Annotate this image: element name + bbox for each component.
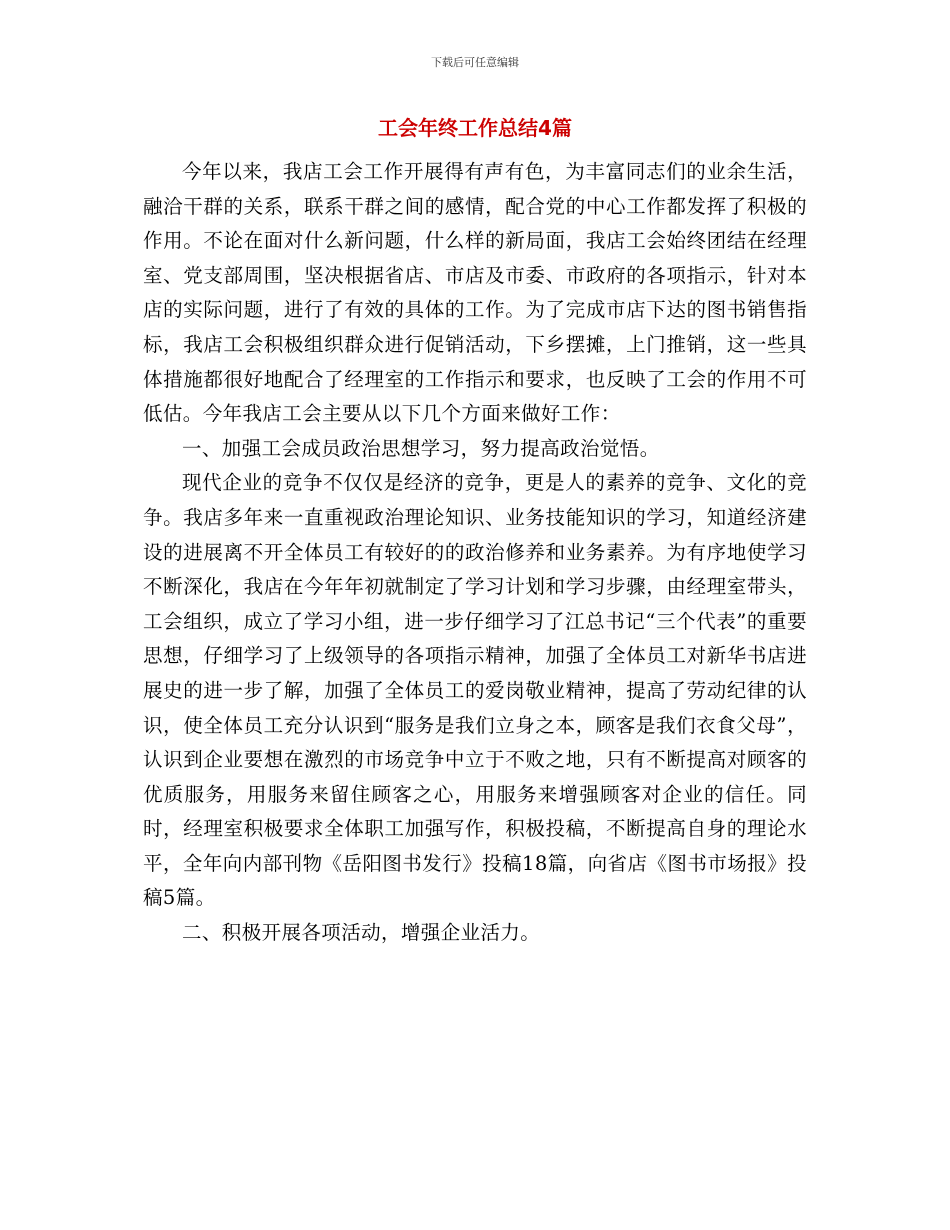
document-title: 工会年终工作总结4篇 bbox=[378, 116, 572, 140]
document-body bbox=[143, 155, 807, 951]
paragraph-intro: 今年以来，我店工会工作开展得有声有色，为丰富同志们的业余生活，融洽干群的关系，联系干群之间的感情，配合党的中心工作都发挥了积极的作用。不论在面对什么新问题，什么样的新局面，我店工会始终团结在经理室、党支部周围，坚决根据省店、市店及市委、市政府的各项指示，针对本店的实际问题，进行了有效的具体的工作。为了完成市店下达的图书销售指标，我店工会积极组织群众进行促销活动，下乡摆摊，上门推销，这一些具体措施都很好地配合了经理室的工作指示和要求，也反映了工会的作用不可低估。今年我店工会主要从以下几个方面来做好工作： bbox=[143, 160, 807, 426]
header-note: 下载后可任意编辑 bbox=[431, 56, 519, 69]
paragraph-section-1: 现代企业的竞争不仅仅是经济的竞争，更是人的素养的竞争、文化的竞争。我店多年来一直重视政治理论知识、业务技能知识的学习，知道经济建设的进展离不开全体员工有较好的的政治修养和业务素养。为有序地使学习不断深化，我店在今年年初就制定了学习计划和学习步骤，由经理室带头，工会组织，成立了学习小组，进一步仔细学习了江总书记“三个代表”的重要思想，仔细学习了上级领导的各项指示精神，加强了全体员工对新华书店进展史的进一步了解，加强了全体员工的爱岗敬业精神，提高了劳动纪律的认识，使全体员工充分认识到“服务是我们立身之本，顾客是我们衣食父母”，认识到企业要想在激烈的市场竞争中立于不败之地，只有不断提高对顾客的优质服务，用服务来留住顾客之心，用服务来增强顾客对企业的信任。同时，经理室积极要求全体职工加强写作，积极投稿，不断提高自身的理论水平，全年向内部刊物《岳阳图书发行》投稿18篇，向省店《图书市场报》投稿5篇。 bbox=[143, 471, 807, 910]
section-heading-2: 二、积极开展各项活动，增强企业活力。 bbox=[182, 921, 541, 945]
section-heading-1: 一、加强工会成员政治思想学习，努力提高政治觉悟。 bbox=[182, 436, 660, 460]
